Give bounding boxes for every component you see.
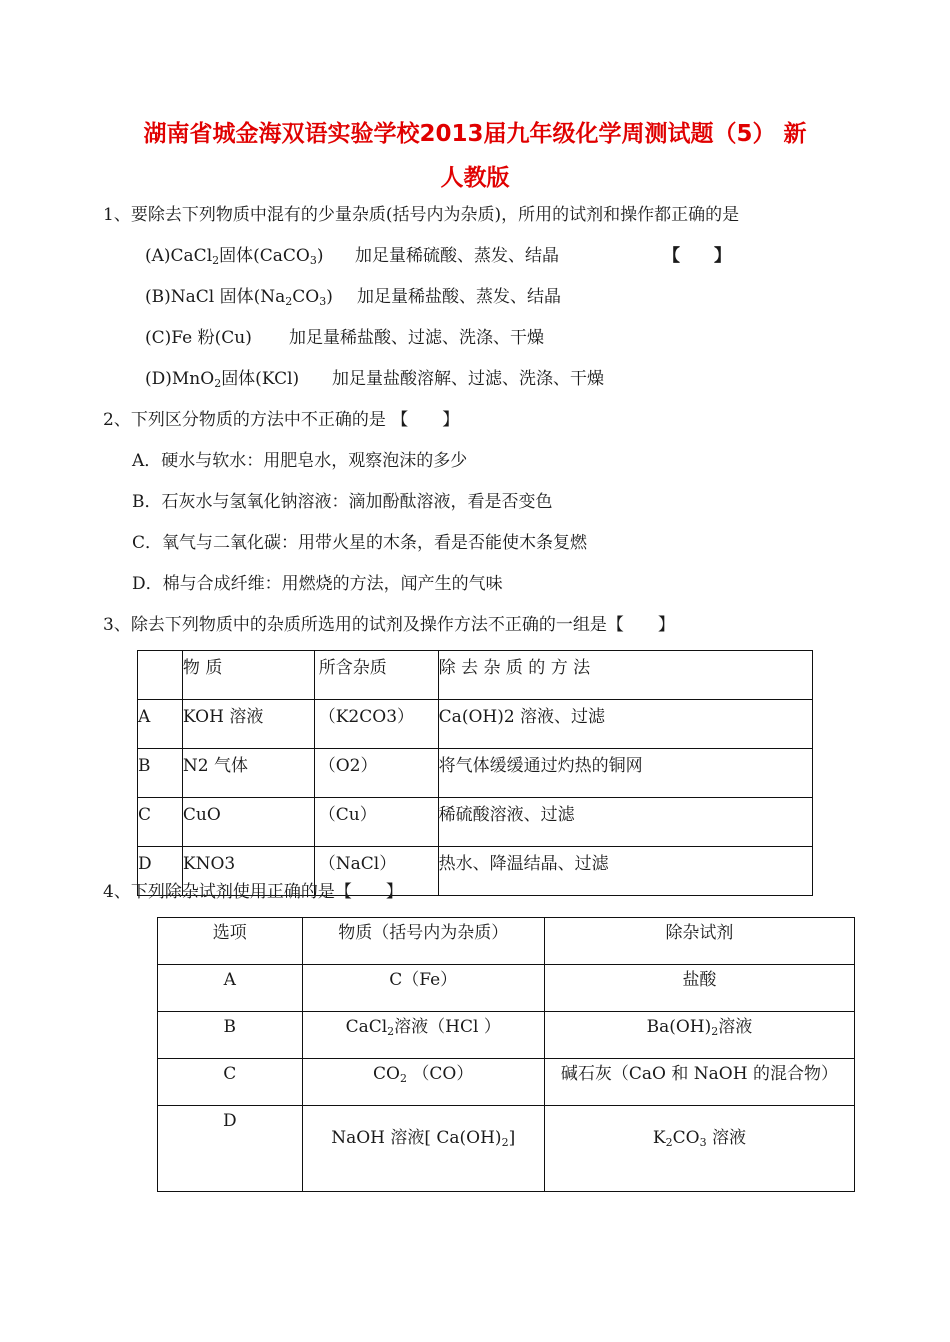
q1-option-b (145, 285, 745, 309)
table-cell: KOH 溶液 (182, 700, 314, 749)
table-cell: $Ba(OH)_2$溶液 (544, 1012, 854, 1059)
table-cell: （K2CO3） (314, 700, 438, 749)
q2-option-b: B．石灰水与氢氧化钠溶液：滴加酚酞溶液，看是否变色 (132, 492, 553, 512)
table-cell: C（Fe） (302, 965, 544, 1012)
table-row (158, 1106, 855, 1192)
q2-option-c: C．氧气与二氧化碳：用带火星的木条，看是否能使木条复燃 (132, 533, 588, 553)
table-cell: （O2） (314, 749, 438, 798)
q1-option-a (145, 244, 745, 268)
table-cell: （NaCl） (314, 847, 438, 896)
table-header-cell: 除杂试剂 (544, 918, 854, 965)
table-header-row (158, 918, 855, 965)
question-1-stem: 1、要除去下列物质中混有的少量杂质(括号内为杂质)，所用的试剂和操作都正确的是 (103, 205, 740, 225)
table-cell: CaCl$_2$溶液（HCl ） (302, 1012, 544, 1059)
q2-option-a: A．硬水与软水：用肥皂水，观察泡沫的多少 (132, 451, 468, 471)
table-header-cell: 物 质 (182, 651, 314, 700)
table-cell: B (158, 1012, 303, 1059)
q1-option-d (145, 367, 745, 391)
table-cell: A (138, 700, 183, 749)
table-cell: 将气体缓缓通过灼热的铜网 (438, 749, 812, 798)
question-2-stem: 2、下列区分物质的方法中不正确的是 【 】 (103, 410, 460, 430)
table-row (138, 749, 813, 798)
q1-option-b-substance: (B)NaCl 固体$(Na_2CO_3)$ (145, 287, 333, 308)
q1-option-c-method: 加足量稀盐酸、过滤、洗涤、干燥 (289, 328, 544, 348)
q1-option-c-substance: (C)Fe 粉(Cu) (145, 328, 252, 348)
q2-option-d: D．棉与合成纤维：用燃烧的方法，闻产生的气味 (132, 574, 503, 594)
q1-option-a-method: 加足量稀硫酸、蒸发、结晶 (355, 246, 559, 266)
table-cell: 盐酸 (544, 965, 854, 1012)
table-header-cell: 所含杂质 (314, 651, 438, 700)
title-line-1: 湖南省城金海双语实验学校2013届九年级化学周测试题（5） 新 (143, 121, 807, 147)
table-header-cell (138, 651, 183, 700)
table-cell: B (138, 749, 183, 798)
table-row (158, 1059, 855, 1106)
table-row (158, 965, 855, 1012)
q1-option-b-method: 加足量稀盐酸、蒸发、结晶 (357, 287, 561, 307)
table-row (138, 798, 813, 847)
table-cell: 热水、降温结晶、过滤 (438, 847, 812, 896)
table-row (158, 1012, 855, 1059)
title-line-2: 人教版 (440, 165, 510, 191)
q1-option-c (145, 326, 745, 350)
table-cell: 稀硫酸溶液、过滤 (438, 798, 812, 847)
table-cell: C (158, 1059, 303, 1106)
table-cell: NaOH 溶液[ $Ca(OH)_2$] (302, 1106, 544, 1192)
q1-option-d-method: 加足量盐酸溶解、过滤、洗涤、干燥 (332, 369, 604, 389)
table-cell: $K_2CO_3$ 溶液 (544, 1106, 854, 1192)
table-cell: N2 气体 (182, 749, 314, 798)
q3-table (137, 650, 813, 896)
table-row (138, 700, 813, 749)
table-cell: D (138, 847, 183, 896)
q1-option-a-substance: (A)CaCl$_2$固体(CaCO$_3$) (145, 246, 324, 267)
question-4-stem: 4、下列除杂试剂使用正确的是【 】 (103, 882, 403, 902)
page-title (105, 112, 845, 200)
table-cell: KNO3 (182, 847, 314, 896)
table-header-cell: 选项 (158, 918, 303, 965)
q4-table (157, 917, 855, 1192)
table-header-cell: 除 去 杂 质 的 方 法 (438, 651, 812, 700)
q1-option-d-substance: (D)MnO$_2$固体(KCl) (145, 369, 300, 390)
table-cell: Ca(OH)2 溶液、过滤 (438, 700, 812, 749)
table-header-cell: 物质（括号内为杂质） (302, 918, 544, 965)
table-cell: $CO_2$ （CO） (302, 1059, 544, 1106)
table-cell: C (138, 798, 183, 847)
table-cell: A (158, 965, 303, 1012)
table-cell: CuO (182, 798, 314, 847)
table-header-row (138, 651, 813, 700)
q1-answer-bracket: 【 】 (663, 246, 731, 266)
question-3-stem: 3、除去下列物质中的杂质所选用的试剂及操作方法不正确的一组是【 】 (103, 615, 675, 635)
table-cell: 碱石灰（CaO 和 NaOH 的混合物） (544, 1059, 854, 1106)
table-cell: （Cu） (314, 798, 438, 847)
table-cell: D (158, 1106, 303, 1192)
